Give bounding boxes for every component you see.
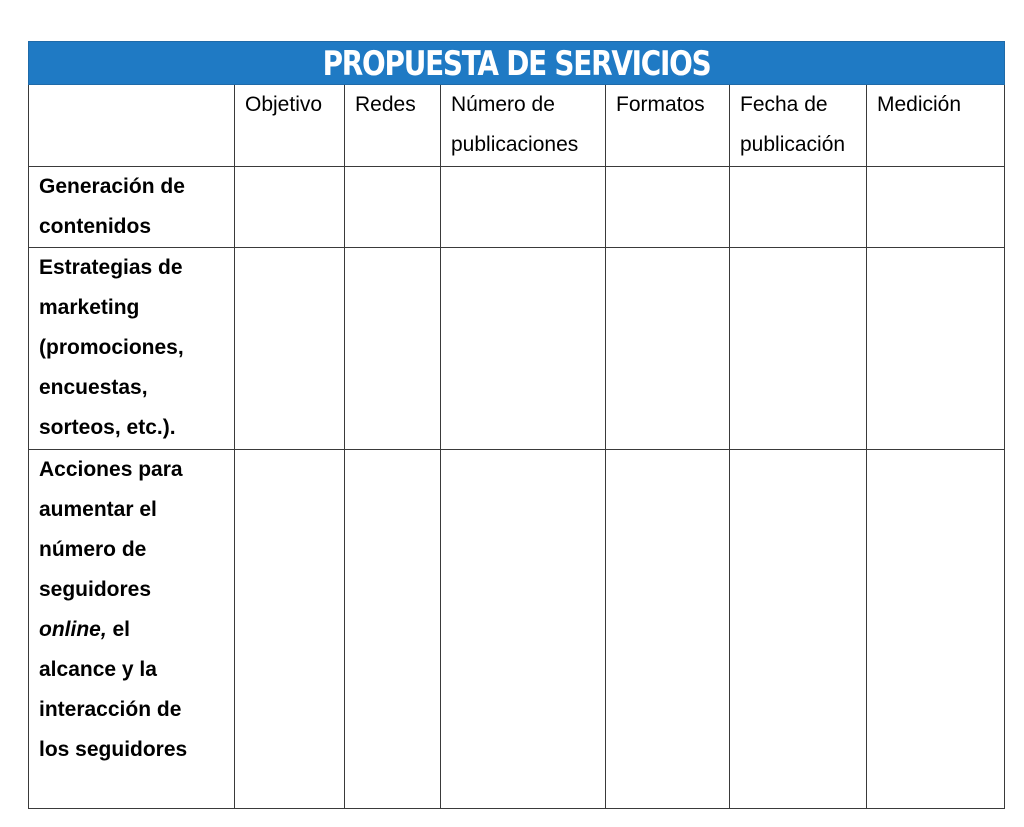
table-cell <box>441 167 606 248</box>
header-formatos: Formatos <box>606 85 730 167</box>
row-label-acciones: Acciones para aumentar el número de seguidores online, el alcance y la interacción de los seguidores <box>29 450 235 809</box>
table-cell <box>730 167 867 248</box>
row-label-estrategias: Estrategias de marketing (promociones, encuestas, sorteos, etc.). <box>29 248 235 450</box>
table-cell <box>867 450 1005 809</box>
table-row <box>29 450 1005 809</box>
table-cell <box>235 248 345 450</box>
header-medicion: Medición <box>867 85 1005 167</box>
table-cell <box>606 167 730 248</box>
table-cell <box>345 450 441 809</box>
header-objetivo: Objetivo <box>235 85 345 167</box>
table-cell <box>441 450 606 809</box>
header-row <box>29 85 1005 167</box>
table-cell <box>441 248 606 450</box>
italic-online: online, <box>39 618 107 641</box>
row-label-generacion: Generación de contenidos <box>29 167 235 248</box>
header-redes: Redes <box>345 85 441 167</box>
table-cell <box>730 248 867 450</box>
table-cell <box>235 167 345 248</box>
header-numero-publicaciones: Número de publicaciones <box>441 85 606 167</box>
table-cell <box>345 167 441 248</box>
table-title-text: PROPUESTA DE SERVICIOS <box>322 44 711 84</box>
table-cell <box>867 167 1005 248</box>
header-fecha-publicacion: Fecha de publicación <box>730 85 867 167</box>
table-cell <box>345 248 441 450</box>
table-row <box>29 248 1005 450</box>
header-empty-cell <box>29 85 235 167</box>
table-cell <box>606 450 730 809</box>
table-row <box>29 167 1005 248</box>
table-cell <box>606 248 730 450</box>
table-cell <box>867 248 1005 450</box>
table-cell <box>235 450 345 809</box>
table-cell <box>730 450 867 809</box>
services-proposal-table <box>28 41 1005 809</box>
title-row <box>29 42 1005 85</box>
table-title <box>29 42 1005 85</box>
